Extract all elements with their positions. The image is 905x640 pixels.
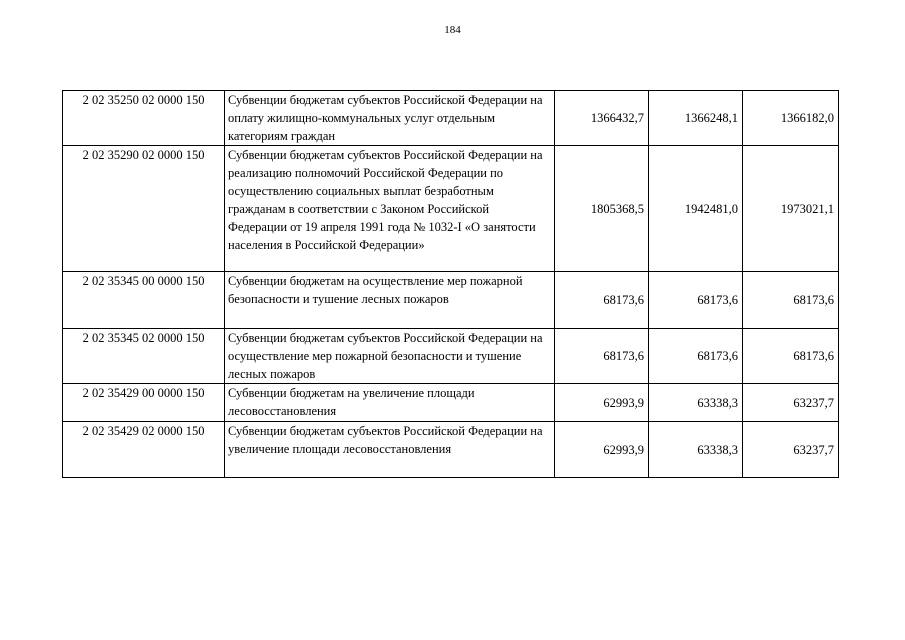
amount-year3-cell: 63237,7 [743, 384, 839, 422]
page-number: 184 [444, 24, 461, 36]
revenue-name-cell: Субвенции бюджетам на увеличение площади лесовосстановления [225, 384, 555, 422]
amount-year3-cell: 68173,6 [743, 272, 839, 329]
revenue-name-cell: Субвенции бюджетам субъектов Российской Федерации на оплату жилищно-коммунальных услуг отдельным категориям граждан [225, 91, 555, 146]
amount-year2-cell: 63338,3 [649, 384, 743, 422]
table-row [63, 422, 839, 478]
table-row [63, 91, 839, 146]
revenue-name-cell: Субвенции бюджетам субъектов Российской Федерации на увеличение площади лесовосстановления [225, 422, 555, 478]
amount-year3-cell: 1973021,1 [743, 146, 839, 272]
amount-year2-cell: 1366248,1 [649, 91, 743, 146]
budget-code-cell: 2 02 35345 00 0000 150 [63, 272, 225, 329]
revenue-name-cell: Субвенции бюджетам на осуществление мер пожарной безопасности и тушение лесных пожаров [225, 272, 555, 329]
amount-year2-cell: 63338,3 [649, 422, 743, 478]
amount-year1-cell: 1805368,5 [555, 146, 649, 272]
amount-year1-cell: 1366432,7 [555, 91, 649, 146]
budget-code-cell: 2 02 35429 02 0000 150 [63, 422, 225, 478]
amount-year1-cell: 68173,6 [555, 329, 649, 384]
table-row [63, 272, 839, 329]
amount-year2-cell: 68173,6 [649, 272, 743, 329]
table-row [63, 146, 839, 272]
table-row [63, 329, 839, 384]
budget-code-cell: 2 02 35250 02 0000 150 [63, 91, 225, 146]
amount-year2-cell: 68173,6 [649, 329, 743, 384]
amount-year1-cell: 68173,6 [555, 272, 649, 329]
amount-year3-cell: 68173,6 [743, 329, 839, 384]
revenue-name-cell: Субвенции бюджетам субъектов Российской Федерации на осуществление мер пожарной безопасности и тушение лесных пожаров [225, 329, 555, 384]
amount-year1-cell: 62993,9 [555, 384, 649, 422]
budget-code-cell: 2 02 35345 02 0000 150 [63, 329, 225, 384]
table-row [63, 384, 839, 422]
revenue-name-cell: Субвенции бюджетам субъектов Российской Федерации на реализацию полномочий Российской Федерации по осуществлению социальных выплат безработным гражданам в соответствии с Законом Российской Федерации от 19 апреля 1991 года № 1032-I «О занятости населения в Российской Федерации» [225, 146, 555, 272]
budget-code-cell: 2 02 35429 00 0000 150 [63, 384, 225, 422]
budget-table [62, 90, 839, 478]
budget-code-cell: 2 02 35290 02 0000 150 [63, 146, 225, 272]
amount-year1-cell: 62993,9 [555, 422, 649, 478]
amount-year3-cell: 1366182,0 [743, 91, 839, 146]
amount-year2-cell: 1942481,0 [649, 146, 743, 272]
amount-year3-cell: 63237,7 [743, 422, 839, 478]
